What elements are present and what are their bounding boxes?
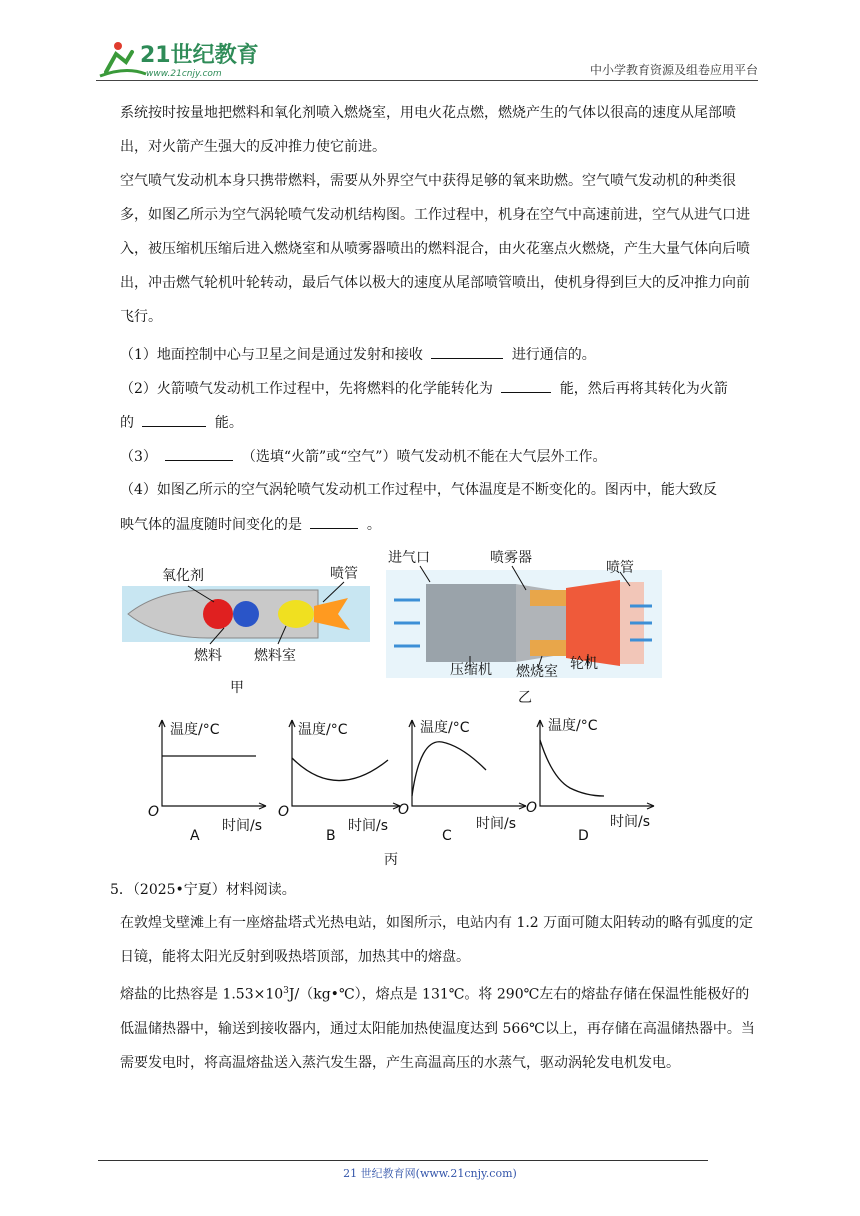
svg-text:氧化剂: 氧化剂 [162,568,204,584]
curve-b [292,758,388,781]
question-2-cont: 的 能。 [120,412,243,433]
answer-blank-1[interactable] [431,344,503,359]
question-3: （3） （选填“火箭”或“空气”）喷气发动机不能在大气层外工作。 [120,446,606,467]
paragraph-molten-salt: 熔盐的比热容是 $1.53\times 10^3J/(kg•℃)$，熔点是 131℃。将 290℃左右的熔盐存储在保温性能极好的低温储热器中，输送到接收器内，通过太阳能加热使温度达到 566℃以上，再存储在高温储热器中。当需要发电时，将高温熔盐送入蒸汽发生器，产生高温高压的水蒸气，驱动涡轮发电机发电。 [120,986,755,1071]
paragraph-air-engine: 空气喷气发动机本身只携带燃料，需要从外界空气中获得足够的氧来助燃。空气喷气发动机的种类很多，如图乙所示为空气涡轮喷气发动机结构图。工作过程中，机身在空气中高速前进，空气从进气口进入，被压缩机压缩后进入燃烧室和从喷雾器喷出的燃料混合，由火花塞点火燃烧，产生大量气体向后喷出，冲击燃气轮机叶轮转动，最后气体以极大的速度从尾部喷管喷出，使机身得到巨大的反冲推力向前飞行。 [120,173,750,325]
question-2: （2）火箭喷气发动机工作过程中，先将燃料的化学能转化为 能，然后再将其转化为火箭 [120,378,728,399]
paragraph-rocket-engine: 系统按时按量地把燃料和氧化剂喷入燃烧室，用电火花点燃，燃烧产生的气体以很高的速度从尾部喷出，对火箭产生强大的反冲推力使它前进。 [120,105,736,155]
footer-text: 21 世纪教育网(www.21cnjy.com) [343,1167,517,1180]
platform-name: 中小学教育资源及组卷应用平台 [589,63,758,77]
site-logo [96,36,266,82]
svg-text:D: D [578,828,589,844]
svg-text:www.21cnjy.com: www.21cnjy.com [146,69,222,79]
svg-text:轮机: 轮机 [570,656,598,672]
svg-text:A: A [190,828,200,844]
graph-a [148,720,266,844]
svg-text:O: O [398,802,410,818]
curve-d [540,740,604,796]
svg-text:21世纪教育: 21世纪教育 [140,43,259,68]
svg-text:温度/°C: 温度/°C [298,722,348,738]
svg-text:乙: 乙 [518,690,532,706]
question-1: （1）地面控制中心与卫星之间是通过发射和接收 进行通信的。 [120,344,596,365]
fuel-tank [233,601,259,627]
svg-text:O: O [526,800,538,816]
svg-text:时间/s: 时间/s [610,814,651,830]
svg-text:甲: 甲 [230,680,244,696]
svg-text:C: C [442,828,452,844]
combustion-chamber [278,600,314,628]
svg-text:燃料室: 燃料室 [254,648,296,664]
svg-text:温度/°C: 温度/°C [170,722,220,738]
footer-divider [98,1160,708,1161]
paragraph-solar-plant: 在敦煌戈壁滩上有一座熔盐塔式光热电站，如图所示，电站内有 1.2 万面可随太阳转动的略有弧度的定日镜，能将太阳光反射到吸热塔顶部，加热其中的熔盘。 [120,915,754,965]
svg-text:时间/s: 时间/s [348,818,389,834]
svg-text:压缩机: 压缩机 [450,662,492,678]
figure-temperature-graphs [140,712,660,870]
svg-text:喷管: 喷管 [606,560,634,576]
svg-text:B: B [326,828,336,844]
graph-d [526,717,654,844]
svg-text:进气口: 进气口 [388,550,430,566]
graph-b [278,720,400,844]
header-divider [96,80,758,81]
svg-text:燃料: 燃料 [194,648,222,664]
answer-blank-2a[interactable] [501,378,551,393]
figure-caption-bing: 丙 [384,852,398,868]
svg-text:O: O [278,804,290,820]
question-4: （4）如图乙所示的空气涡轮喷气发动机工作过程中，气体温度是不断变化的。图丙中，能大致反 [120,482,717,498]
svg-text:燃烧室: 燃烧室 [516,664,558,680]
question-4-cont: 映气体的温度随时间变化的是 。 [120,514,381,535]
graph-c [398,719,526,844]
figure-rocket-engine [118,556,380,700]
curve-c [412,742,486,796]
svg-text:时间/s: 时间/s [476,816,517,832]
figure-turbojet-engine [380,546,670,708]
svg-text:时间/s: 时间/s [222,818,263,834]
svg-text:O: O [148,804,160,820]
answer-blank-4[interactable] [310,514,358,529]
svg-text:温度/°C: 温度/°C [420,720,470,736]
oxidizer-tank [203,599,233,629]
question-5-heading: 5．（2025•宁夏）材料阅读。 [110,882,296,898]
svg-text:喷雾器: 喷雾器 [490,550,532,566]
svg-text:喷管: 喷管 [330,566,358,582]
answer-blank-3[interactable] [165,446,233,461]
answer-blank-2b[interactable] [142,412,206,427]
svg-text:温度/°C: 温度/°C [548,718,598,734]
